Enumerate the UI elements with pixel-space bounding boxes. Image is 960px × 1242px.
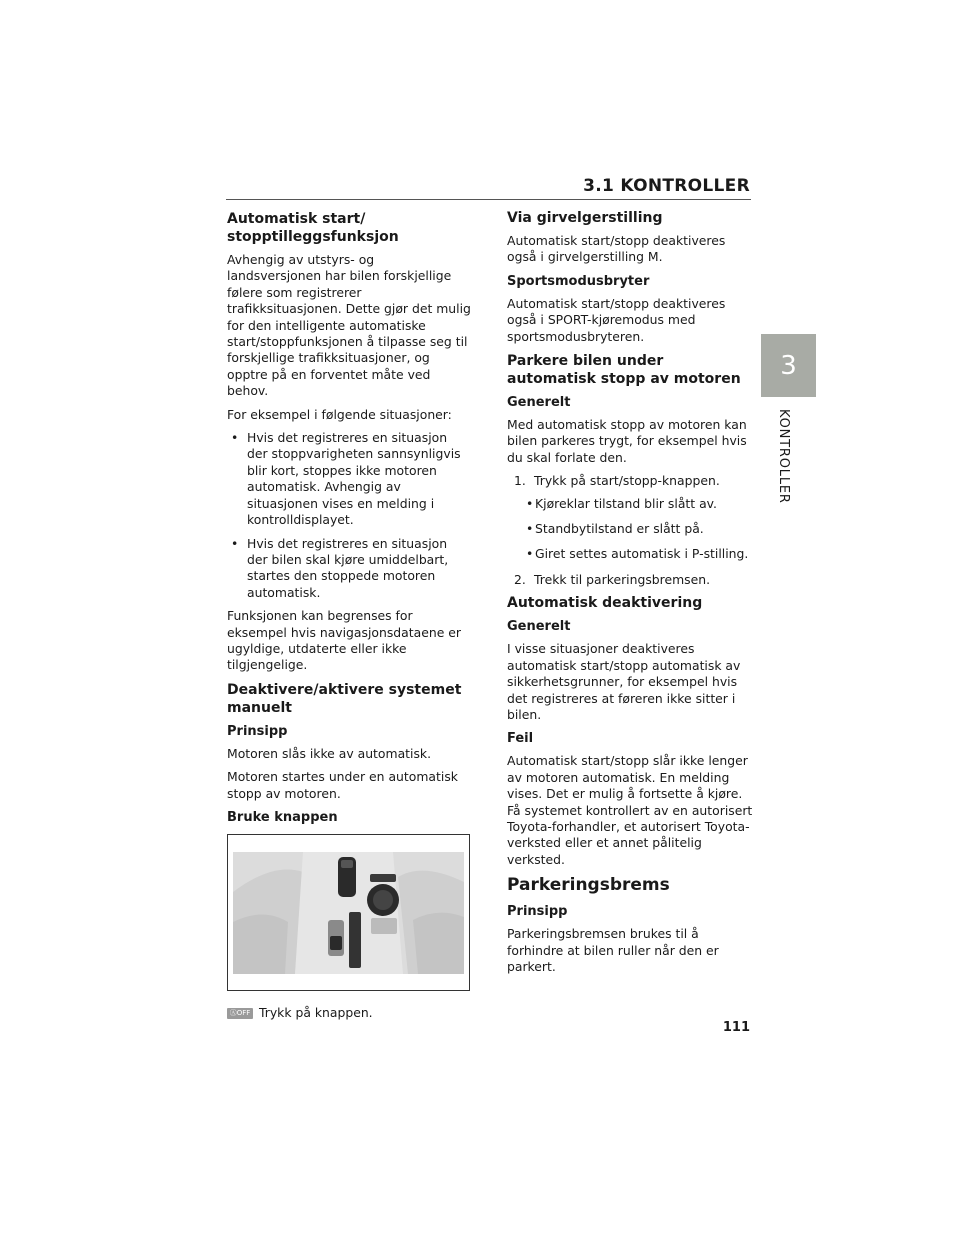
header-rule bbox=[226, 199, 751, 200]
figure-caption bbox=[227, 1005, 471, 1021]
section-title-parking-brake: Parkeringsbrems bbox=[507, 875, 670, 896]
via-paragraph: Automatisk start/stopp deaktiveres også i girvelgerstilling M. bbox=[507, 233, 726, 265]
fault-paragraph: Automatisk start/stopp slår ikke lenger av motoren automatisk. En melding vises. Det er mulig å fortsette å kjøre. Få systemet kontrollert av en autorisert Toyota-forhandler, et autorisert Toyota-verksted eller et annet pålitelig verksted. bbox=[507, 753, 753, 867]
list-item: • Kjøreklar tilstand blir slått av. bbox=[507, 496, 753, 512]
subsection-title-principle: Prinsipp bbox=[227, 723, 288, 739]
subsection-title-park: Parkere bilen under automatisk stopp av motoren bbox=[507, 353, 741, 388]
principle-paragraph-2: Motoren startes under en automatisk stopp av motoren. bbox=[227, 769, 458, 801]
auto-start-stop-off-icon: Ⓐ OFF bbox=[227, 1008, 253, 1019]
console-illustration bbox=[227, 834, 470, 991]
subsection-title-general: Generelt bbox=[507, 619, 571, 635]
parking-brake-paragraph: Parkeringsbremsen brukes til å forhindre at bilen ruller når den er parkert. bbox=[507, 926, 719, 974]
title-line-1: Deaktivere/aktivere systemet bbox=[227, 681, 462, 698]
title-line-1: Automatisk start/ bbox=[227, 211, 366, 227]
subsection-title-fault: Feil bbox=[507, 731, 534, 747]
center-console-drawing bbox=[233, 852, 464, 974]
list-item: • Giret settes automatisk i P-stilling. bbox=[507, 546, 753, 562]
limit-paragraph: Funksjonen kan begrenses for eksempel hvis navigasjonsdataene er ugyldige, utdaterte eller ikke tilgjengelige. bbox=[227, 608, 461, 673]
section-title-deactivate bbox=[227, 681, 471, 717]
step-number: 1. bbox=[514, 473, 526, 489]
list-item: • Standbytilstand er slått på. bbox=[507, 521, 753, 537]
step-text: Trykk på start/stopp-knappen. bbox=[534, 473, 720, 489]
sport-paragraph: Automatisk start/stopp deaktiveres også i SPORT-kjøremodus med sportsmodusbryteren. bbox=[507, 295, 726, 344]
step-item bbox=[507, 473, 753, 489]
principle-paragraph-1: Motoren slås ikke av automatisk. bbox=[227, 745, 432, 761]
off-badge-text: OFF bbox=[236, 1008, 251, 1017]
header-title: 3.1 KONTROLLER bbox=[583, 176, 750, 196]
left-column bbox=[227, 210, 471, 1021]
list-item: • Hvis det registreres en situasjon der stoppvarigheten sannsynligvis blir kort, stoppes ikke motoren automatisk. Avhengig av situasjonen vises en melding i kontrolldisplayet. bbox=[227, 430, 471, 528]
park-paragraph: Med automatisk stopp av motoren kan bilen parkeres trygt, for eksempel hvis du skal forlate den. bbox=[507, 417, 747, 465]
subsection-title-use-button: Bruke knappen bbox=[227, 809, 338, 825]
subsection-title-principle: Prinsipp bbox=[507, 904, 568, 920]
chapter-tab bbox=[761, 334, 816, 397]
subsection-title-sport: Sportsmodusbryter bbox=[507, 273, 650, 289]
section-title-auto-start-stop bbox=[227, 210, 471, 246]
intro-paragraph: Avhengig av utstyrs- og landsversjonen har bilen forskjellige følere som registrerer trafikksituasjonen. Dette gjør det mulig for den intelligente automatiske start/stoppfunksjonen å tilpasse seg til forskjellige trafikksituasjoner, og opptre på en forventet måte ved behov. bbox=[227, 252, 471, 399]
caption-text: Trykk på knappen. bbox=[259, 1004, 373, 1020]
step-text: Trekk til parkeringsbremsen. bbox=[534, 571, 711, 587]
section-title-via-gear: Via girvelgerstilling bbox=[507, 210, 663, 226]
chapter-number: 3 bbox=[780, 350, 797, 381]
right-column bbox=[507, 209, 753, 982]
title-line-2: stopptilleggsfunksjon bbox=[227, 229, 399, 245]
section-title-auto-deactivation: Automatisk deaktivering bbox=[507, 595, 703, 612]
title-line-2: manuelt bbox=[227, 699, 292, 716]
auto-deactivation-paragraph: I visse situasjoner deaktiveres automatisk start/stopp automatisk av sikkerhetsgrunner, for eksempel hvis det registreres at føreren ikke sitter i bilen. bbox=[507, 641, 741, 722]
step-item bbox=[507, 572, 753, 588]
example-intro: For eksempel i følgende situasjoner: bbox=[227, 406, 452, 422]
step-number: 2. bbox=[514, 571, 526, 587]
chapter-label: KONTROLLER bbox=[776, 409, 791, 504]
list-item: • Hvis det registreres en situasjon der bilen skal kjøre umiddelbart, startes den stoppede motoren automatisk. bbox=[227, 536, 471, 602]
page-number: 111 bbox=[722, 1020, 750, 1035]
subsection-title-general: Generelt bbox=[507, 395, 571, 411]
